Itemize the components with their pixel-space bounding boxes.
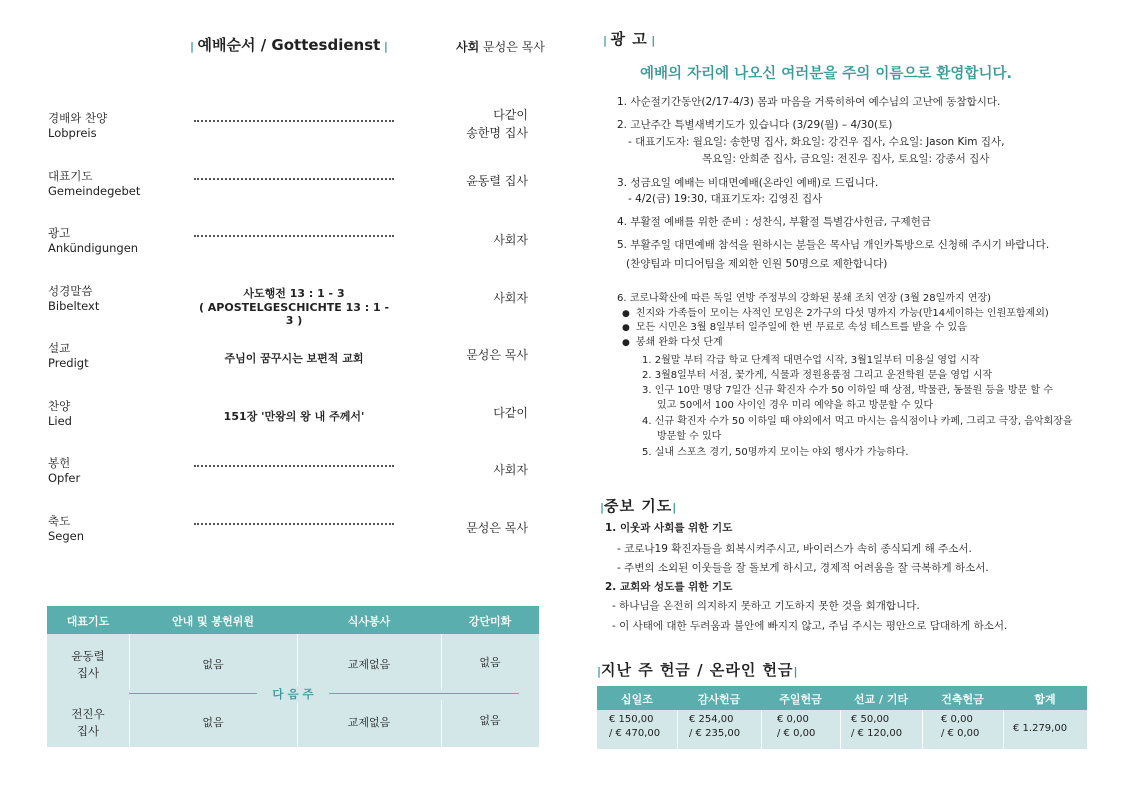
order-de: Opfer (48, 471, 81, 485)
offering-header: 건축헌금 (941, 693, 984, 706)
order-resp: 사회자 (493, 291, 528, 305)
person-name: 전진우 (71, 707, 105, 721)
order-item-bibeltext (48, 283, 538, 327)
announcement-title: 광 고 (610, 30, 648, 48)
covid-rule: ● 봉쇄 완화 다섯 단계 (622, 335, 723, 351)
leader-dots (194, 174, 394, 180)
duty-header-row (47, 606, 539, 634)
prayer-heading: 1. 이웃과 사회를 위한 기도 (605, 522, 733, 534)
offering-cell (609, 713, 660, 741)
duty-person (47, 648, 129, 682)
announcement-title-block (603, 28, 655, 49)
order-resp: 사회자 (493, 233, 528, 247)
divider (761, 710, 762, 749)
order-de: Predigt (48, 356, 89, 370)
offering-cell (851, 713, 902, 741)
order-resp: 문성은 목사 (466, 348, 528, 362)
title-bar-right: | (383, 40, 388, 53)
duty-header: 안내 및 봉헌위원 (171, 615, 255, 628)
offering-value: € 0,00 (941, 714, 973, 725)
bible-reference: 사도행전 13 : 1 - 3 (243, 287, 345, 300)
offering-header-row (597, 686, 1087, 710)
offering-value: € 150,00 (609, 714, 654, 725)
leader-dots (194, 231, 394, 237)
order-ko: 대표기도 (48, 169, 93, 183)
order-ko: 설교 (48, 341, 71, 355)
offering-header: 십일조 (621, 693, 653, 706)
order-de: Bibeltext (48, 299, 100, 313)
announcement-item: 3. 성금요일 예배는 비대면예배(온라인 예배)로 드립니다. (617, 177, 879, 189)
easing-step: 3. 인구 10만 명당 7일간 신규 확진자 수가 50 이하일 때 상점, 박물관, 동물원 등을 방문 할 수 (642, 385, 1053, 396)
prayer-item: - 이 사태에 대한 두려움과 불안에 빠지지 않고, 주님 주시는 평안으로 담대하게 하소서. (612, 620, 1008, 632)
title-bar-right: | (793, 665, 798, 678)
easing-step: 2. 3월8일부터 서점, 꽃가게, 식물과 정원용품점 그리고 운전학원 문을 영업 시작 (642, 370, 993, 381)
order-resp: 사회자 (493, 463, 528, 477)
easing-step: 5. 실내 스포츠 경기, 50명까지 모이는 야외 행사가 가능하다. (642, 447, 909, 458)
order-resp: 문성은 목사 (466, 521, 528, 535)
announcement-detail: - 4/2(금) 19:30, 대표기도자: 김영진 집사 (628, 193, 823, 205)
easing-step-cont: 있고 50에서 100 사이인 경우 미리 예약을 하고 방문할 수 있다 (657, 400, 934, 411)
order-title: 예배순서 / Gottesdienst (197, 36, 381, 54)
prayer-title: 중보 기도 (604, 497, 673, 515)
duty-header: 식사봉사 (347, 615, 391, 628)
order-item-predigt (48, 340, 538, 380)
announcement-detail: - 대표기도자: 월요일: 송한명 집사, 화요일: 강건우 집사, 수요일: Jason Kim 집사, (628, 136, 1005, 148)
easing-step: 4. 신규 확진자 수가 50 이하일 때 야외에서 먹고 마시는 음식점이나 카페, 그리고 극장, 음악회장을 (642, 416, 1073, 427)
offering-header: 감사헌금 (697, 693, 741, 706)
leader-dots (194, 519, 394, 525)
duty-cell: 없음 (202, 716, 224, 729)
order-de: Segen (48, 529, 85, 543)
order-item-lobpreis (48, 110, 538, 150)
title-bar-right: | (672, 501, 677, 514)
duty-table (47, 606, 539, 747)
divider (840, 710, 841, 749)
announcement-detail: (찬양팀과 미디어팀을 제외한 인원 50명으로 제한합니다) (626, 258, 888, 270)
duty-person (47, 706, 129, 740)
duty-body (47, 634, 539, 747)
order-item-opfer (48, 455, 538, 495)
order-de: Lobpreis (48, 126, 97, 140)
duty-cell: 없음 (202, 658, 224, 671)
title-bar-left: | (603, 34, 608, 47)
offering-total: € 1.279,00 (1013, 723, 1068, 734)
offering-title: 지난 주 헌금 / 온라인 헌금 (601, 661, 794, 679)
offering-online: / € 120,00 (851, 728, 903, 739)
title-bar-left: | (600, 501, 605, 514)
title-bar-right: | (651, 34, 656, 47)
offering-header: 주일헌금 (779, 693, 822, 706)
person-title: 집사 (76, 724, 100, 738)
duty-cell: 없음 (479, 656, 501, 669)
offering-online: / € 470,00 (609, 728, 661, 739)
order-resp: 다같이 (493, 406, 528, 420)
order-de: Ankündigungen (48, 241, 139, 255)
leader-info (456, 38, 545, 55)
leader-dots (194, 461, 394, 467)
covid-rule: ● 친지와 가족들이 모이는 사적인 모임은 2가구의 다섯 명까지 가능(만14세이하는 인원포함제외) (622, 306, 1049, 322)
offering-header: 선교 / 기타 (853, 693, 909, 706)
order-de: Lied (48, 414, 72, 428)
divider (922, 710, 923, 749)
order-ko: 경배와 찬양 (48, 111, 108, 125)
covid-rule: ● 모든 시민은 3월 8일부터 일주일에 한 번 무료로 속성 테스트를 받을 수 있음 (622, 320, 967, 336)
offering-value: € 254,00 (689, 714, 734, 725)
announcement-item: 4. 부활절 예배를 위한 준비 : 성찬식, 부활절 특별감사헌금, 구제헌금 (617, 216, 931, 228)
announcement-detail: 목요일: 안희준 집사, 금요일: 전진우 집사, 토요일: 강종서 집사 (702, 153, 990, 165)
announcement-item: 1. 사순절기간동안(2/17-4/3) 몸과 마음을 거룩히하여 예수님의 고난에 동참합시다. (617, 96, 1001, 108)
order-ko: 축도 (48, 514, 71, 528)
announcement-item: 5. 부활주일 대면예배 참석을 원하시는 분들은 목사님 개인카톡방으로 신청해 주시기 바랍니다. (617, 239, 1050, 251)
order-ko: 성경말씀 (48, 284, 93, 298)
prayer-item: - 하나님을 온전히 의지하지 못하고 기도하지 못한 것을 회개합니다. (612, 600, 920, 612)
prayer-item: - 코로나19 확진자들을 회복시켜주시고, 바이러스가 속히 종식되게 해 주소서. (617, 543, 972, 555)
prayer-title-block (600, 495, 676, 516)
title-bar-left: | (190, 40, 195, 53)
duty-cell: 교제없음 (347, 716, 391, 729)
order-de: Gemeindegebet (48, 184, 141, 198)
offering-header: 합계 (1034, 693, 1056, 706)
order-ko: 찬양 (48, 399, 71, 413)
offering-cell (941, 713, 979, 741)
sermon-title: 주님이 꿈꾸시는 보편적 교회 (224, 352, 364, 365)
offering-online: / € 0,00 (777, 728, 816, 739)
order-ko: 봉헌 (48, 456, 71, 470)
person-title: 집사 (76, 666, 100, 680)
prayer-heading: 2. 교회와 성도를 위한 기도 (605, 581, 733, 593)
order-item-lied (48, 398, 538, 438)
welcome-message: 예배의 자리에 나오신 여러분을 주의 이름으로 환영합니다. (640, 66, 1012, 82)
bible-reference-de: ( APOSTELGESCHICHTE 13 : 1 - 3 ) (198, 301, 390, 327)
resp-line-2: 송한명 집사 (466, 126, 528, 140)
duty-header: 대표기도 (66, 615, 110, 628)
order-resp (466, 106, 528, 142)
order-item-gemeindegebet (48, 168, 538, 208)
offering-online: / € 0,00 (941, 728, 980, 739)
next-week-label: 다 음 주 (257, 686, 329, 702)
duty-cell: 교제없음 (347, 658, 391, 671)
order-ko: 광고 (48, 226, 71, 240)
prayer-item: - 주변의 소외된 이웃들을 잘 돌보게 하시고, 경제적 어려움을 잘 극복하게 하소서. (617, 562, 989, 574)
person-name: 윤동렬 (71, 649, 105, 663)
leader-dots (194, 116, 394, 122)
leader-label: 사회 (456, 40, 480, 54)
offering-body (597, 710, 1087, 749)
resp-line-1: 다같이 (493, 108, 528, 122)
offering-table (597, 686, 1087, 749)
divider (1003, 710, 1004, 749)
title-bar-left: | (597, 665, 602, 678)
divider (677, 710, 678, 749)
announcement-item: 2. 고난주간 특별새벽기도가 있습니다 (3/29(월) – 4/30(토) (617, 119, 893, 131)
offering-cell (777, 713, 815, 741)
order-resp: 윤동렬 집사 (466, 174, 528, 188)
offering-title-block (597, 659, 798, 680)
offering-value: € 0,00 (777, 714, 809, 725)
leader-name: 문성은 목사 (483, 40, 545, 54)
offering-online: / € 235,00 (689, 728, 741, 739)
order-title-block (190, 34, 388, 55)
announcement-item: 6. 코로나확산에 따른 독일 연방 주정부의 강화된 봉쇄 조치 연장 (3월 28일까지 연장) (617, 293, 992, 304)
easing-step-cont: 방문할 수 있다 (657, 431, 722, 442)
offering-value: € 50,00 (851, 714, 890, 725)
hymn-title: 151장 '만왕의 왕 내 주께서' (223, 410, 365, 423)
duty-cell: 없음 (479, 714, 501, 727)
order-item-segen (48, 513, 538, 553)
easing-step: 1. 2월말 부터 각급 학교 단계적 대면수업 시작, 3월1일부터 미용실 영업 시작 (642, 355, 980, 366)
duty-header: 강단미화 (468, 615, 512, 628)
offering-cell (689, 713, 740, 741)
order-item-ankuendigungen (48, 225, 538, 265)
